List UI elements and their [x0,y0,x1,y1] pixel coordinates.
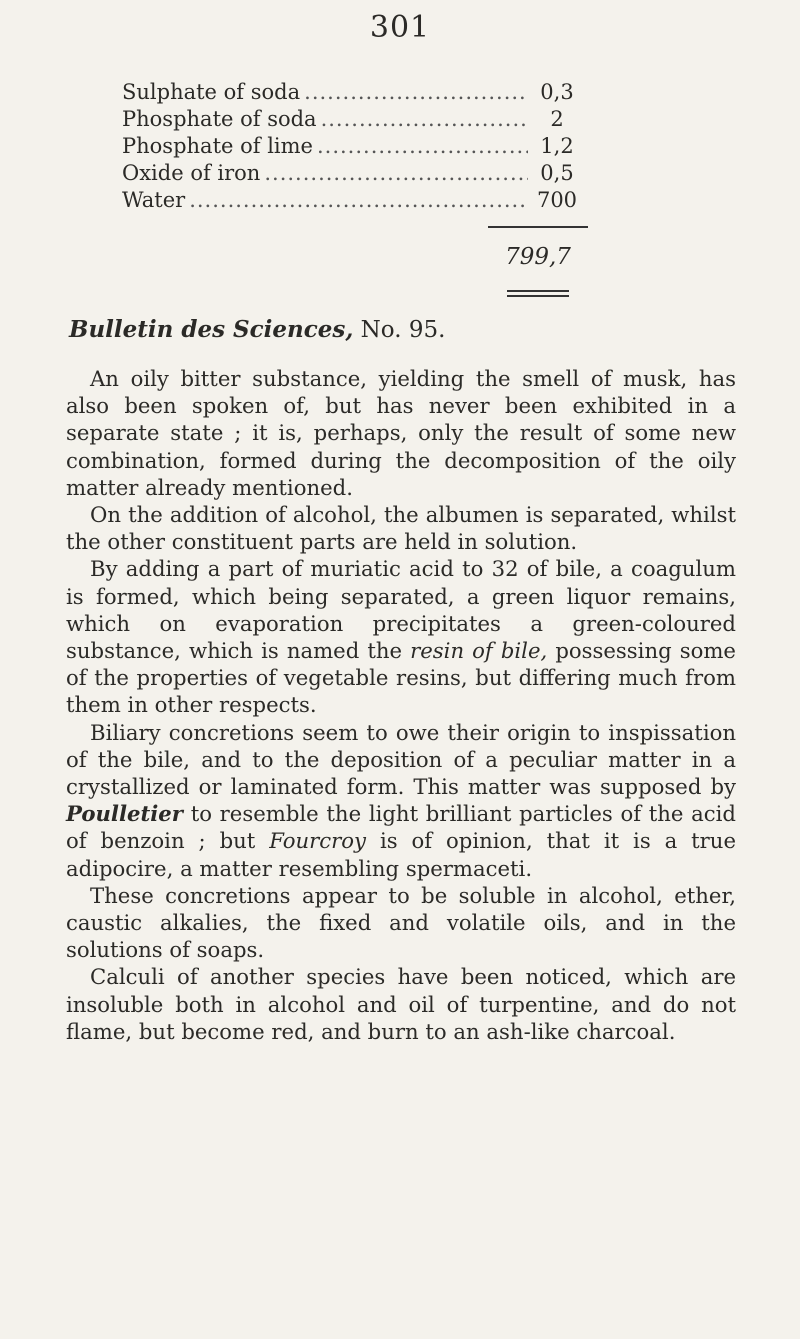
row-value: 2 [550,107,564,131]
source-title: Bulletin des Sciences, [69,316,354,343]
double-rule [507,290,569,297]
paragraph: These concretions appear to be soluble in alcohol, ether, caustic alkalies, the fixed and volatile oils, and in the solutions of soaps. [66,882,736,963]
table-row [122,134,582,161]
paragraph [66,555,736,718]
paragraph [66,719,736,882]
paragraph-text: is of opinion, that it is a true adipocire, a matter resembling spermaceti. [66,828,736,881]
table-row [122,107,582,134]
paragraph: On the addition of alcohol, the albumen is separated, whilst the other constituent parts are held in solution. [66,502,736,555]
row-label: Oxide of iron [122,161,261,185]
dot-leader [304,80,528,104]
person-name: Fourcroy [269,828,367,854]
table-row [122,161,582,188]
composition-table [122,80,582,215]
source-number: No. 95. [360,317,446,343]
table-total: 799,7 [505,244,571,270]
row-value: 0,3 [540,80,574,104]
dot-leader [321,107,528,131]
emphasis: resin of bile, [410,638,548,664]
row-label: Phosphate of soda [122,107,317,131]
dot-leader [189,188,528,212]
paragraph: Calculi of another species have been noticed, which are insoluble both in alcohol and oil of turpentine, and do not flame, but become red, and burn to an ash-like charcoal. [66,964,736,1044]
paragraph-text: to resemble the light brilliant particles of the acid of benzoin ; but [66,801,736,854]
table-row [122,188,582,215]
row-value: 1,2 [540,134,574,158]
row-value: 0,5 [540,161,574,185]
row-value: 700 [536,188,578,212]
paragraph-text: Biliary concretions seem to owe their origin to inspissation of the bile, and to the deposition of a peculiar matter in a crystallized or laminated form. This matter was supposed by [66,719,736,800]
table-row [122,80,582,107]
dot-leader [317,134,528,158]
page-number: 301 [369,10,431,45]
body-text [66,355,736,1045]
row-label: Sulphate of soda [122,80,301,104]
paragraph: An oily bitter substance, yielding the smell of musk, has also been spoken of, but has never been exhibited in a separate state ; it is, perhaps, only the result of some new combination, formed during the decomposition of the oily matter already mentioned. [66,366,736,500]
row-label: Water [122,188,186,212]
paragraph-text: By adding a part of muriatic acid to 32 of bile, a coagulum is formed, which being separated, a green liquor remains, which on evaporation precipitates a green-coloured substance, which is named the [66,556,736,664]
paragraph-text: possessing some of the properties of vegetable resins, but differing much from them in other respects. [66,638,736,718]
person-name: Poulletier [66,801,183,827]
sum-rule [488,226,588,228]
dot-leader [264,161,528,185]
source-citation [69,316,445,343]
row-label: Phosphate of lime [122,134,313,158]
